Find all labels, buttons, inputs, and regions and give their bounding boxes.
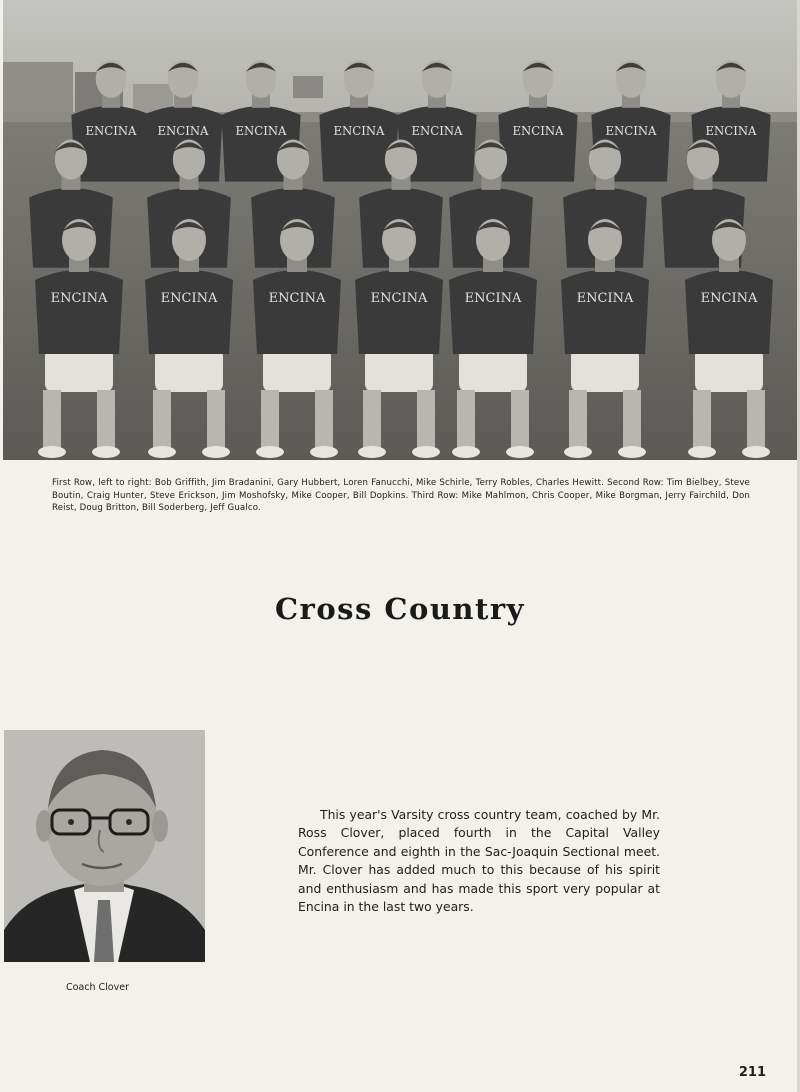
jersey-text: ENCINA	[85, 123, 137, 138]
jersey-text: ENCINA	[705, 123, 757, 138]
coach-portrait-drawing	[4, 730, 205, 962]
jersey-text: ENCINA	[512, 123, 564, 138]
jersey-text: ENCINA	[576, 291, 634, 306]
page-title: Cross Country	[274, 592, 526, 626]
jersey-text: ENCINA	[160, 291, 218, 306]
team-photo-drawing	[3, 0, 797, 460]
jersey-text: ENCINA	[235, 123, 287, 138]
jersey-text: ENCINA	[157, 123, 209, 138]
jersey-text: ENCINA	[370, 291, 428, 306]
jersey-text: ENCINA	[268, 291, 326, 306]
jersey-text: ENCINA	[333, 123, 385, 138]
page-number: 211	[738, 1065, 766, 1080]
body-paragraph: This year's Varsity cross country team, coached by Mr. Ross Clover, placed fourth in the Capital Valley Conference and eighth in the Sac-Joaquin Sectional meet. Mr. Clover has added much to this because of his spirit and enthusiasm and has made this sport very popular at Encina in the last two years.	[298, 807, 660, 915]
team-photo	[3, 0, 797, 460]
jersey-text: ENCINA	[605, 123, 657, 138]
team-roster-caption: First Row, left to right: Bob Griffith, Jim Bradanini, Gary Hubbert, Loren Fanucchi, Mike Schirle, Terry Robles, Charles Hewitt. Second Row: Tim Bielbey, Steve Boutin, Craig Hunter, Steve Erickson, Jim Moshofsky, Mike Cooper, Bill Dopkins. Third Row: Mike Mahlmon, Chris Cooper, Mike Borgman, Jerry Fairchild, Don Reist, Doug Britton, Bill Soderberg, Jeff Gualco.	[52, 478, 750, 513]
jersey-text: ENCINA	[411, 123, 463, 138]
coach-photo	[4, 730, 205, 962]
jersey-text: ENCINA	[700, 291, 758, 306]
jersey-text: ENCINA	[464, 291, 522, 306]
coach-caption: Coach Clover	[66, 982, 129, 993]
jersey-text: ENCINA	[50, 291, 108, 306]
article-body	[298, 806, 660, 916]
